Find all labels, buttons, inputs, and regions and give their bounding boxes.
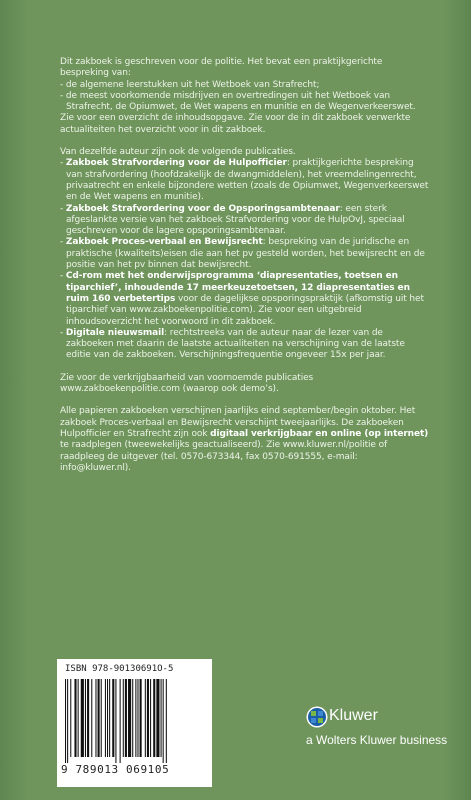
- intro-item: - de meest voorkomende misdrijven en overtredingen uit het Wetboek van Strafrecht, de Opiumwet, de Wet wapens en munitie en de Wegenverkeerswet.: [60, 90, 416, 113]
- intro-note: Zie voor een overzicht de inhoudsopgave. Zie voor de in dit zakboek verwerkte actualiteiten het overzicht voor in dit zakboek.: [60, 113, 411, 135]
- annual-text-bold: digitaal verkrijgbaar en online (op internet): [210, 428, 429, 439]
- availability-text: Zie voor de verkrijgbaarheid van voornoemde publicaties www.zakboekenpolitie.com (waarop ook demo’s).: [60, 372, 314, 395]
- barcode: [63, 679, 206, 763]
- annual-text-a: Alle papieren zakboeken verschijnen jaarlijks eind september/begin oktober. Het zakboek Proces-verbaal en Bewijsrecht verschijnt tweejaarlijks. De zakboeken Hulpofficier en Strafrecht zijn ook: [60, 406, 416, 439]
- publication-title: Zakboek Proces-verbaal en Bewijsrecht: [65, 237, 263, 248]
- isbn-label: ISBN 978-90130691O-5: [65, 664, 174, 674]
- blurb: [60, 57, 430, 485]
- publication-text: : een sterk afgeslankte versie van het zakboek Strafvordering voor de HulpOvJ, speciaal geschreven voor de lagere opsporingsambtenaar.: [66, 203, 405, 237]
- annual-text: [60, 406, 430, 474]
- publications-intro: Van dezelfde auteur zijn ook de volgende publicaties.: [60, 147, 296, 158]
- publication-item: - Zakboek Proces-verbaal en Bewijsrecht: bespreking van de juridische en praktische (kwaliteits)eisen die aan het pv gesteld worden, het bewijsrecht en de positie van het pv binnen dat bewijsrecht.: [60, 237, 425, 271]
- publication-item: - Digitale nieuwsmail: rechtstreeks van de auteur naar de lezer van de zakboeken met daarin de laatste actualiteiten na verschijning van de laatste editie van de zakboeken. Verschijningsfrequentie ongeveer 15x per jaar.: [60, 327, 405, 361]
- barcode-panel: [57, 659, 212, 787]
- intro-list: [60, 80, 430, 114]
- publication-text: voor de dagelijkse opsporingspraktijk (afkomstig uit het tiparchief van www.zakboekenpolitie.com). Zie voor een uitgebreid inhoudsoverzicht het voorwoord in dit zakboek.: [66, 293, 424, 327]
- logo-wordmark: Kluwer: [329, 707, 378, 724]
- publication-text: : praktijkgerichte bespreking van strafvordering (hoofdzakelijk de dwangmiddelen), het vreemdelingenrecht, privaatrecht en enkele bijzondere wetten (zoals de Opiumwet, Wegenverkeerswet en de Wet wapens en munitie).: [66, 158, 429, 203]
- publication-item: - Zakboek Strafvordering voor de Opsporingsambtenaar: een sterk afgeslankte versie van het zakboek Strafvordering voor de HulpOvJ, speciaal geschreven voor de lagere opsporingsambtenaar.: [60, 203, 405, 237]
- publication-item: - Cd-rom met het onderwijsprogramma ‘diapresentaties, toetsen en tiparchief’, inhoudende 17 meerkeuzetoetsen, 12 diapresentaties en ruim 160 verbetertips voor de dagelijkse opsporingspraktijk (afkomstig uit het tiparchief van www.zakboekenpolitie.com). Zie voor een uitgebreid inhoudsoverzicht het voorwoord in dit zakboek.: [60, 271, 424, 327]
- logo-tagline: a Wolters Kluwer business: [306, 733, 448, 747]
- ean-digits: 9 789013 069105: [61, 763, 170, 776]
- intro-section: [60, 57, 430, 136]
- kluwer-logo-icon: [306, 706, 328, 728]
- publication-title: Zakboek Strafvordering voor de Opsporingsambtenaar: [65, 203, 340, 214]
- publication-title: Zakboek Strafvordering voor de Hulpofficier: [65, 158, 287, 169]
- publication-title: Cd-rom met het onderwijsprogramma ‘diapresentaties, toetsen en tiparchief’, inhoudende 17 meerkeuzetoetsen, 12 diapresentaties en ruim 160 verbetertips: [65, 271, 410, 304]
- annual-text-b: te raadplegen (tweewekelijks geactualiseerd). Zie www.kluwer.nl/politie of raadpleeg de uitgever (tel. 0570-673344, fax 0570-691555, e-mail: info@kluwer.nl).: [60, 440, 388, 473]
- intro-text: Dit zakboek is geschreven voor de politie. Het bevat een praktijkgerichte bespreking van:: [60, 57, 383, 79]
- publisher-logo: [306, 706, 456, 766]
- publication-text: : bespreking van de juridische en praktische (kwaliteits)eisen die aan het pv gesteld worden, het bewijsrecht en de positie van het pv binnen dat bewijsrecht.: [66, 237, 425, 271]
- publications-section: [60, 147, 430, 362]
- publication-title: Digitale nieuwsmail: [65, 327, 165, 338]
- publications-list: [60, 158, 430, 361]
- intro-item: - de algemene leerstukken uit het Wetboek van Strafrecht;: [60, 79, 320, 90]
- publication-item: - Zakboek Strafvordering voor de Hulpofficier: praktijkgerichte bespreking van strafvordering (hoofdzakelijk de dwangmiddelen), het vreemdelingenrecht, privaatrecht en enkele bijzondere wetten (zoals de Opiumwet, Wegenverkeerswet en de Wet wapens en munitie).: [60, 158, 429, 203]
- publication-text: : rechtstreeks van de auteur naar de lezer van de zakboeken met daarin de laatste actualiteiten na verschijning van de laatste editie van de zakboeken. Verschijningsfrequentie ongeveer 15x per jaar.: [66, 327, 405, 361]
